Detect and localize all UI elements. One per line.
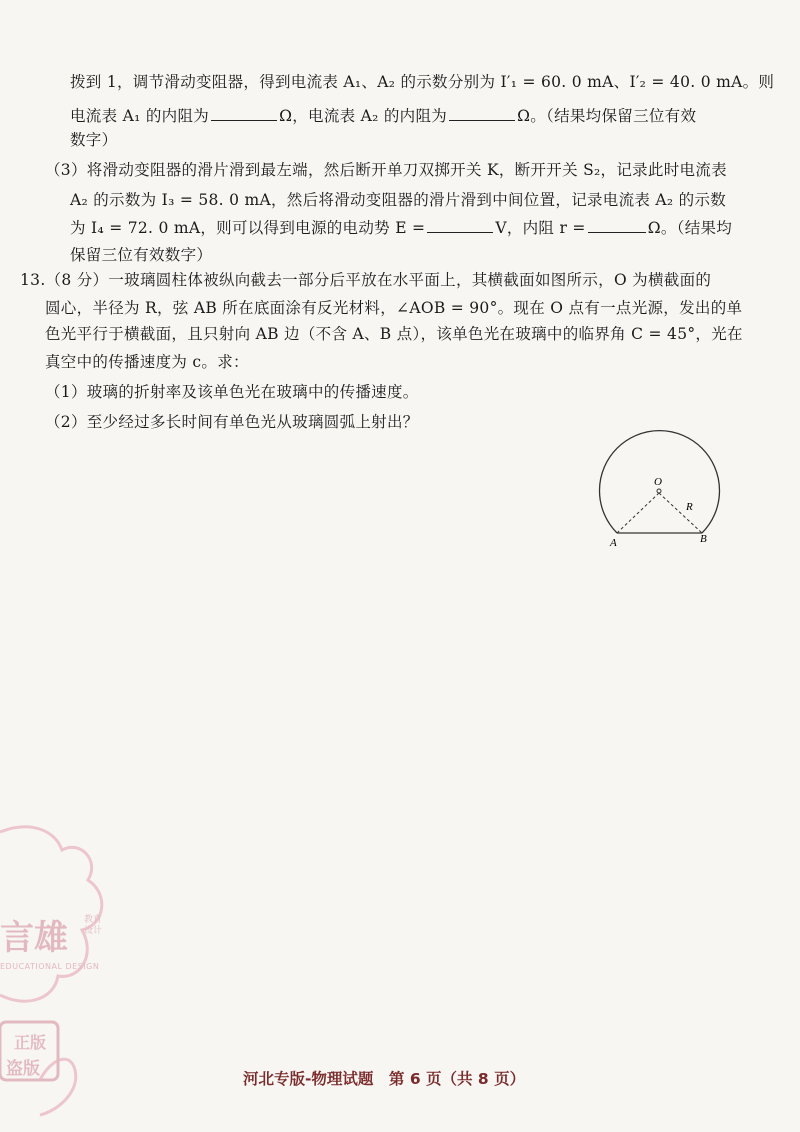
q13-subquestion-1: （1）玻璃的折射率及该单色光在玻璃中的传播速度。 xyxy=(45,383,419,401)
q13-line-3: 色光平行于横截面，且只射向 AB 边（不含 A、B 点），该单色光在玻璃中的临界角 C = 45°，光在 xyxy=(45,325,743,343)
q13-subquestion-2: （2）至少经过多长时间有单色光从玻璃圆弧上射出？ xyxy=(45,413,419,431)
label-b: B xyxy=(700,533,707,545)
part2-text-a: 电流表 A₁ 的内阻为 xyxy=(70,107,210,125)
q13-line-1: 13.（8 分）一玻璃圆柱体被纵向截去一部分后平放在水平面上，其横截面如图所示，O 为横截面的 xyxy=(20,271,712,289)
center-point xyxy=(657,489,661,493)
part2-line-3: 数字） xyxy=(70,131,118,149)
label-a: A xyxy=(610,537,617,549)
part3-line-1: （3）将滑动变阻器的滑片滑到最左端，然后断开单刀双掷开关 K，断开开关 S₂，记录此时电流表 xyxy=(45,161,727,179)
part2-text-c: Ω。（结果均保留三位有效 xyxy=(517,107,697,125)
part3-line-4: 保留三位有效数字） xyxy=(70,246,213,264)
part2-text-b: Ω，电流表 A₂ 的内阻为 xyxy=(279,107,448,125)
part3-text-b: V，内阻 r = xyxy=(495,219,586,237)
part3-text-c: Ω。（结果均 xyxy=(647,219,733,237)
watermark-brand: 言雄 xyxy=(0,918,68,958)
q13-line-4: 真空中的传播速度为 c。求： xyxy=(45,353,249,371)
answer-blank-a2-resistance[interactable] xyxy=(449,106,515,121)
answer-blank-emf[interactable] xyxy=(427,218,493,233)
label-r: R xyxy=(686,501,693,513)
radius-oa xyxy=(617,493,659,533)
watermark-stamp-2: 盗版 xyxy=(6,1059,40,1079)
part2-line-1: 拨到 1，调节滑动变阻器，得到电流表 A₁、A₂ 的示数分别为 I′₁ = 60. 0 mA、I′₂ = 40. 0 mA。则 xyxy=(70,73,775,91)
part3-text-a: 为 I₄ = 72. 0 mA，则可以得到电源的电动势 E = xyxy=(70,219,426,237)
page-footer: 河北专版-物理试题 第 6 页（共 8 页） xyxy=(243,1070,526,1088)
part3-line-2: A₂ 的示数为 I₃ = 58. 0 mA，然后将滑动变阻器的滑片滑到中间位置，记录电流表 A₂ 的示数 xyxy=(70,191,727,209)
answer-blank-internal-resistance[interactable] xyxy=(588,218,646,233)
glass-cross-section-diagram xyxy=(590,430,730,552)
radius-ob xyxy=(659,493,702,533)
part3-line-3 xyxy=(70,216,732,238)
watermark-stamp-1: 正版 xyxy=(14,1033,47,1052)
label-o: O xyxy=(654,476,662,488)
part2-line-2 xyxy=(70,104,696,126)
answer-blank-a1-resistance[interactable] xyxy=(211,106,277,121)
q13-line-2: 圆心，半径为 R，弦 AB 所在底面涂有反光材料，∠AOB = 90°。现在 O 点有一点光源，发出的单 xyxy=(45,299,743,317)
watermark-brand-small: 教育设计 xyxy=(84,915,103,936)
watermark-english: EDUCATIONAL DESIGN xyxy=(0,962,100,971)
publisher-watermark xyxy=(0,820,160,1120)
